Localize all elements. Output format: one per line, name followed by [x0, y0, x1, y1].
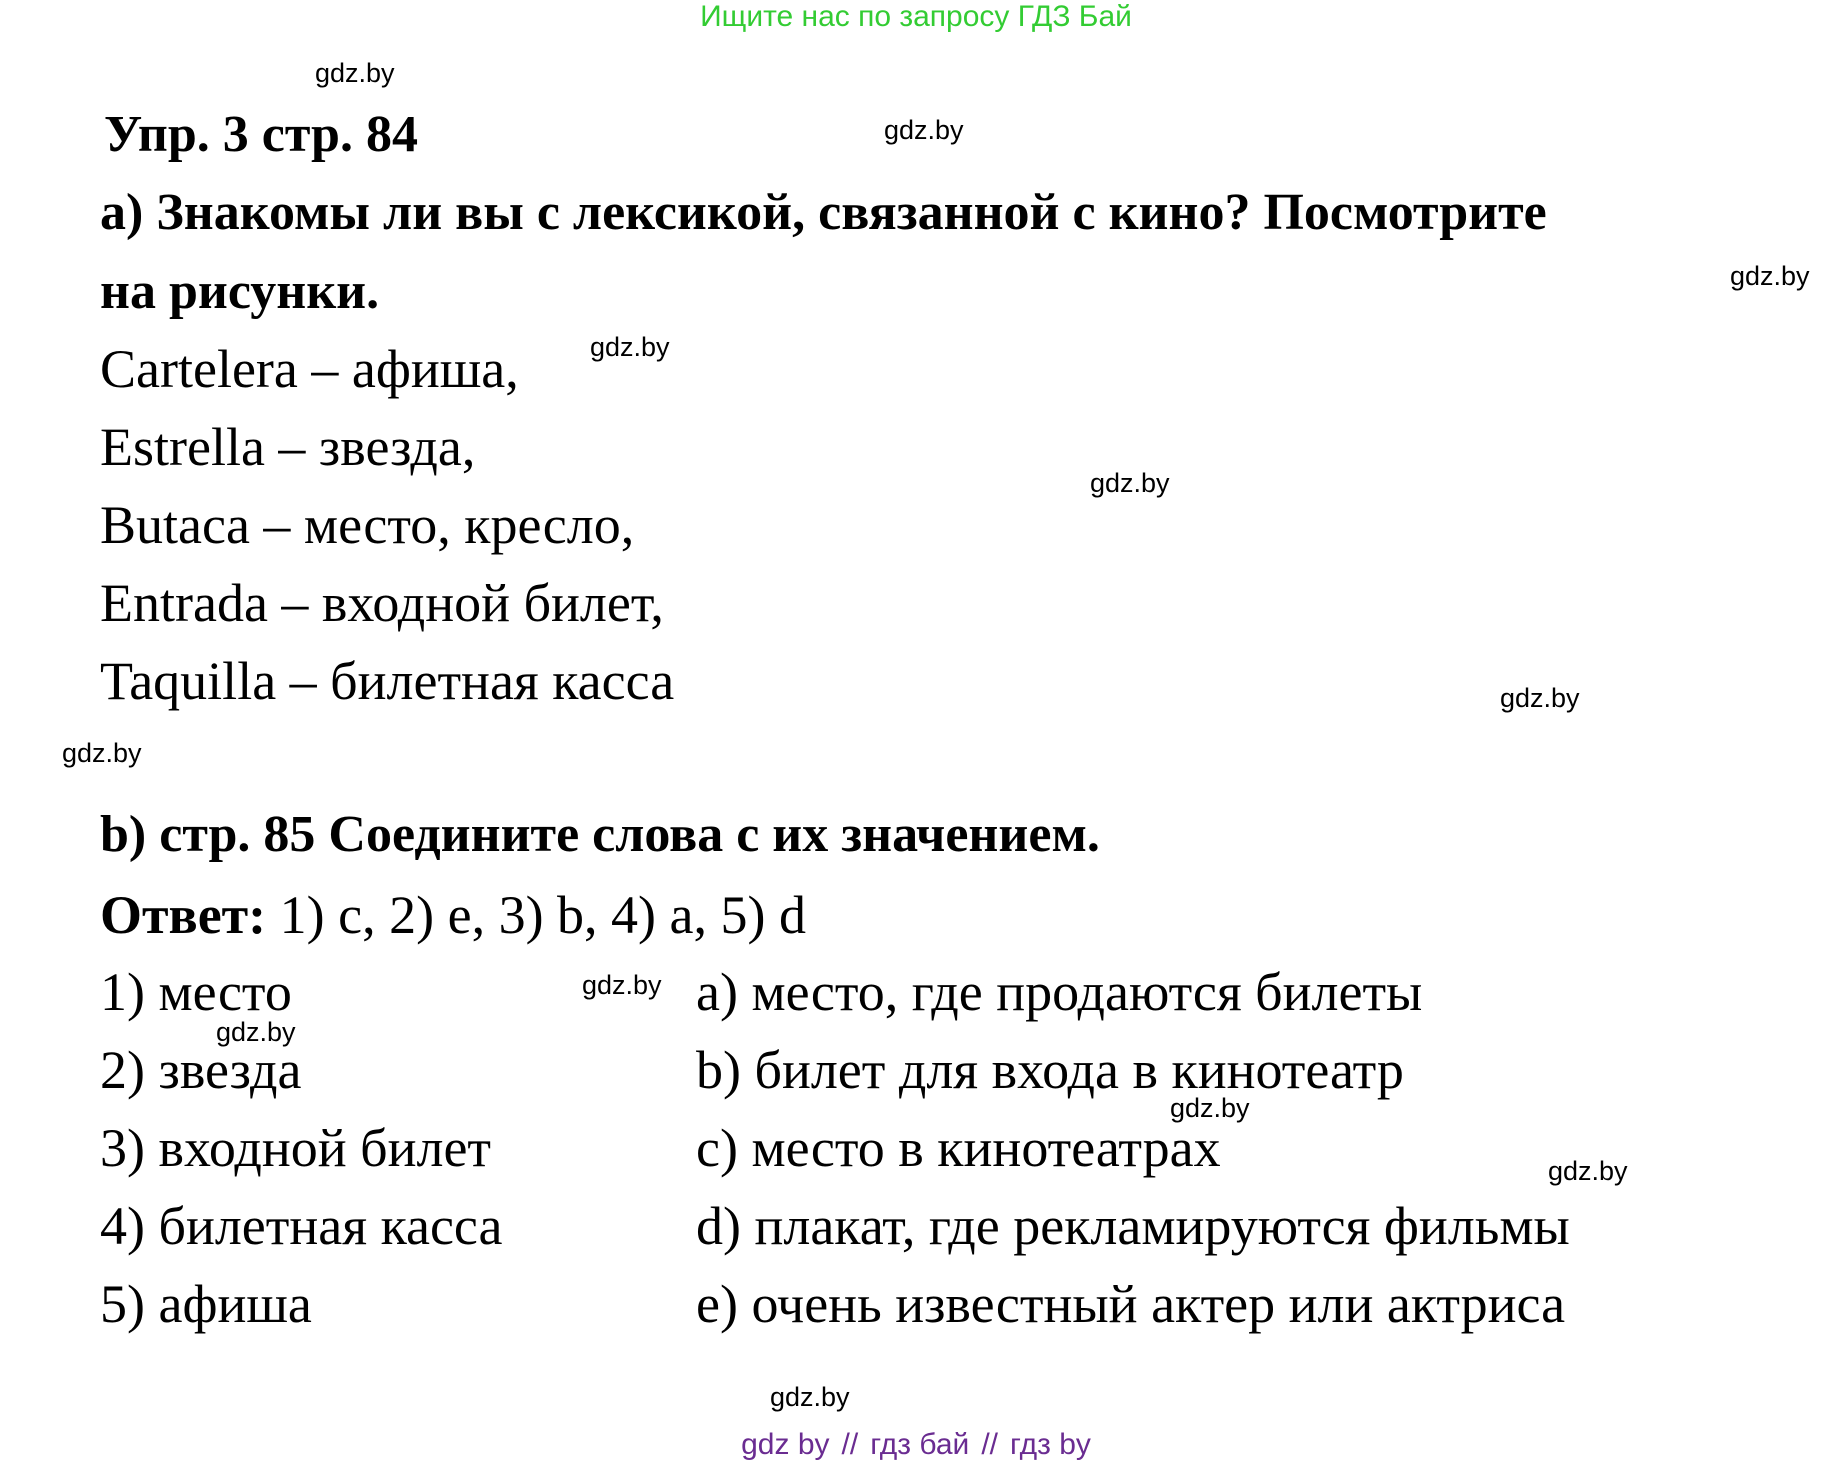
watermark: gdz.by — [582, 970, 662, 1000]
footer-links — [0, 1428, 1832, 1462]
footer-separator: // — [981, 1428, 998, 1461]
footer-link-gdz-bai[interactable]: гдз бай — [870, 1428, 970, 1461]
watermark: gdz.by — [1730, 261, 1810, 291]
definition-item: a) место, где продаются билеты — [696, 962, 1423, 1022]
watermark: gdz.by — [1090, 468, 1170, 498]
vocab-item: Taquilla – билетная касса — [100, 651, 675, 711]
watermark: gdz.by — [1548, 1156, 1628, 1186]
watermark: gdz.by — [590, 332, 670, 362]
vocab-item: Entrada – входной билет, — [100, 573, 664, 633]
watermark: gdz.by — [770, 1382, 850, 1412]
word-item: 4) билетная касса — [100, 1196, 503, 1256]
task-a-line1: a) Знакомы ли вы с лексикой, связанной с кино? Посмотрите — [100, 184, 1547, 241]
definition-item: d) плакат, где рекламируются фильмы — [696, 1196, 1570, 1256]
word-item: 1) место — [100, 962, 292, 1022]
footer-separator: // — [841, 1428, 859, 1461]
answer-label: Ответ: — [100, 885, 267, 945]
definition-item: e) очень известный актер или актриса — [696, 1274, 1566, 1334]
watermark: gdz.by — [216, 1017, 296, 1047]
watermark: gdz.by — [1170, 1093, 1250, 1123]
watermark: gdz.by — [62, 738, 142, 768]
vocab-item: Cartelera – афиша, — [100, 339, 519, 399]
answer-text: 1) c, 2) e, 3) b, 4) a, 5) d — [266, 885, 806, 945]
watermark: gdz.by — [1500, 683, 1580, 713]
definition-item: c) место в кинотеатрах — [696, 1118, 1221, 1178]
definition-item: b) билет для входа в кинотеатр — [696, 1040, 1404, 1100]
watermark: gdz.by — [315, 58, 395, 88]
task-b: b) стр. 85 Соедините слова с их значением. — [100, 806, 1100, 863]
answer-line — [100, 884, 806, 946]
header-search-link[interactable]: Ищите нас по запросу ГДЗ Бай — [700, 0, 1132, 33]
vocab-item: Butaca – место, кресло, — [100, 495, 635, 555]
word-item: 5) афиша — [100, 1274, 312, 1334]
watermark: gdz.by — [884, 115, 964, 145]
word-item: 3) входной билет — [100, 1118, 492, 1178]
footer-link-gdz-by-ru[interactable]: гдз by — [1010, 1428, 1091, 1461]
vocab-item: Estrella – звезда, — [100, 417, 476, 477]
word-item: 2) звезда — [100, 1040, 302, 1100]
page-title: Упр. 3 стр. 84 — [104, 106, 418, 163]
footer-link-gdz-by[interactable]: gdz by — [741, 1428, 830, 1461]
task-a-line2: на рисунки. — [100, 263, 380, 320]
